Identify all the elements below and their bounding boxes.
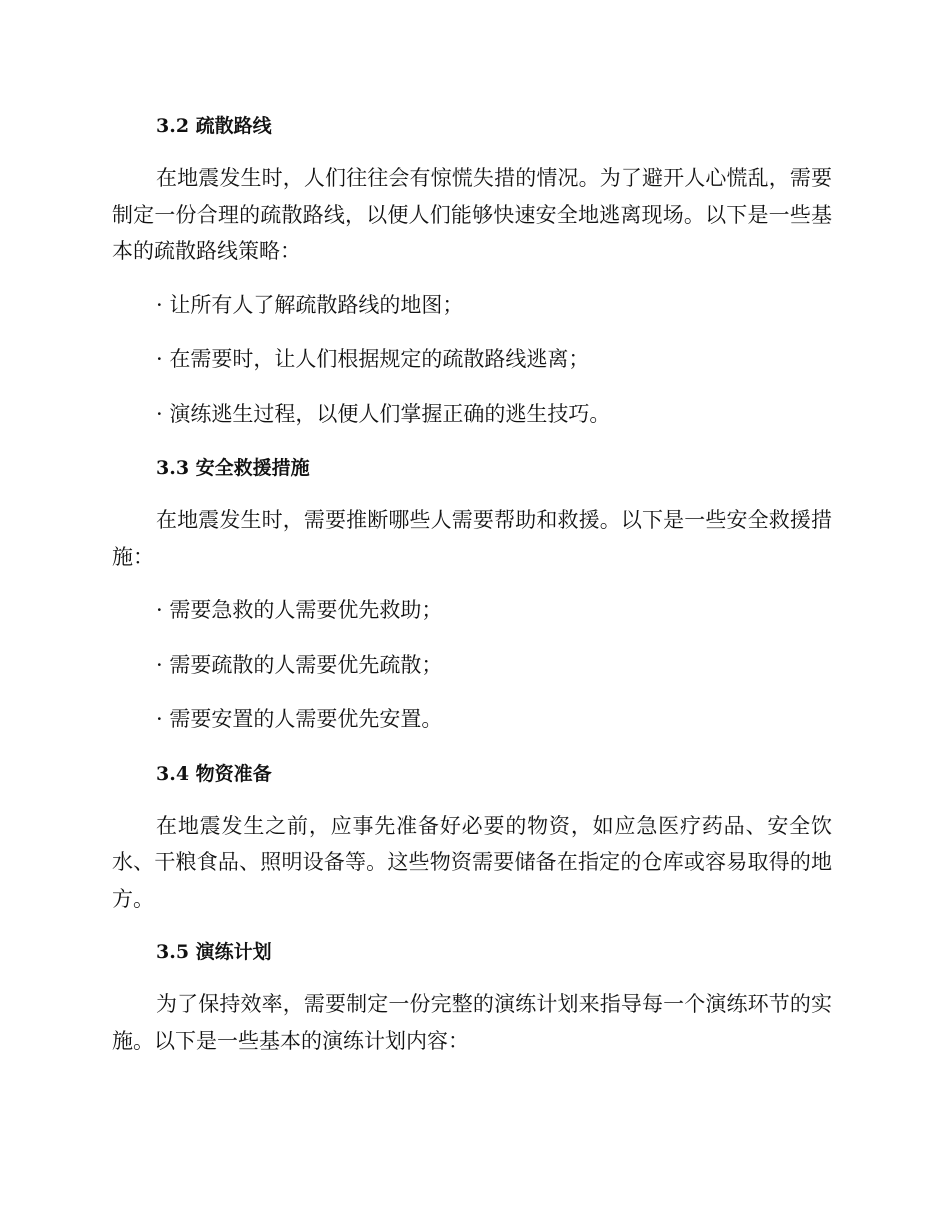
section-heading-3-3: 3.3 安全救援措施 — [156, 457, 310, 479]
list-item: · 让所有人了解疏散路线的地图； — [156, 292, 464, 317]
document-page — [112, 108, 832, 1076]
section-heading-3-4: 3.4 物资准备 — [156, 762, 272, 785]
section-heading-3-2: 3.2 疏散路线 — [156, 115, 272, 137]
section-paragraph-3-4: 在地震发生之前，应事先准备好必要的物资，如应急医疗药品、安全饮水、干粮食品、照明设备等。这些物资需要储备在指定的仓库或容易取得的地方。 — [112, 813, 832, 911]
list-item: · 在需要时，让人们根据规定的疏散路线逃离； — [156, 347, 590, 371]
section-paragraph-3-3: 在地震发生时，需要推断哪些人需要帮助和救援。以下是一些安全救援措施： — [112, 508, 832, 569]
section-paragraph-3-5: 为了保持效率，需要制定一份完整的演练计划来指导每一个演练环节的实施。以下是一些基本的演练计划内容： — [112, 992, 832, 1053]
list-item: · 需要急救的人需要优先救助； — [156, 598, 443, 622]
section-paragraph-3-2: 在地震发生时，人们往往会有惊慌失措的情况。为了避开人心慌乱，需要制定一份合理的疏散路线，以便人们能够快速安全地逃离现场。以下是一些基本的疏散路线策略： — [112, 166, 832, 263]
list-item: · 演练逃生过程，以便人们掌握正确的逃生技巧。 — [156, 401, 611, 426]
list-item: · 需要疏散的人需要优先疏散； — [156, 652, 443, 677]
list-item: · 需要安置的人需要优先安置。 — [156, 707, 443, 731]
section-heading-3-5: 3.5 演练计划 — [156, 941, 272, 963]
